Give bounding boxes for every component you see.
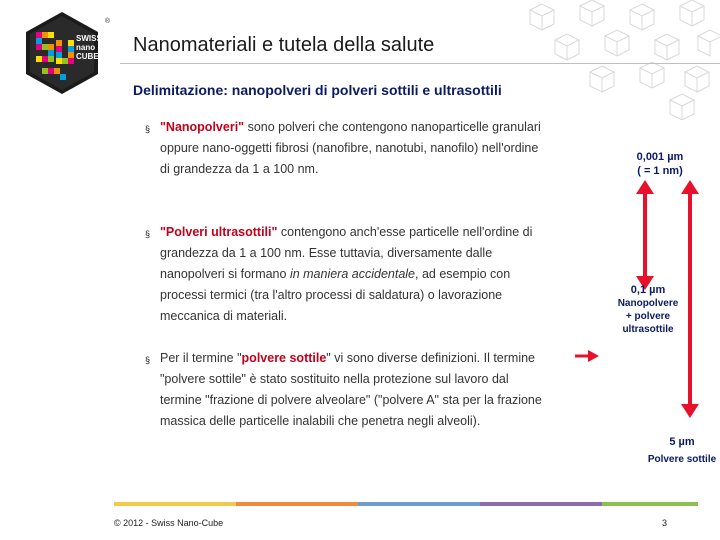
page-title: Nanomateriali e tutela della salute: [133, 34, 435, 56]
double-arrow-icon: [636, 180, 654, 290]
logo-text: [76, 34, 102, 61]
italic-text: in maniera accidentale: [289, 267, 416, 281]
scale-caption: + polvere: [625, 311, 671, 322]
paragraph-line: [160, 264, 600, 285]
text-run: , ad esempio con: [415, 267, 511, 281]
bullet-paragraph-polveri-ultrasottili: [160, 222, 600, 327]
decorative-cube-pattern: [470, 0, 720, 120]
section-subtitle: Delimitazione: nanopolveri di polveri sottili e ultrasottili: [133, 82, 502, 98]
bullet-marker: §: [145, 229, 151, 239]
scale-value: 0,001 µm: [636, 151, 684, 163]
bullet-marker: §: [145, 124, 151, 134]
paragraph-line: oppure nano-oggetti fibrosi (nanofibre, nanotubi, nanofilo) nell'ordine: [160, 141, 539, 155]
pointer-arrow-icon: [575, 350, 599, 362]
paragraph-line: processi termici (tra l'altro processi di saldatura) o lavorazione: [160, 288, 503, 302]
paragraph-line: grandezza da 1 a 100 nm. Esse tuttavia, diversamente dalle: [160, 246, 493, 260]
footer-color-bar: [480, 502, 602, 506]
text-run: contengono anch'esse particelle nell'ordine di: [277, 225, 533, 239]
scale-caption: Polvere sottile: [647, 454, 717, 465]
title-divider: [120, 63, 720, 64]
footer-copyright: © 2012 - Swiss Nano-Cube: [114, 518, 224, 528]
scale-bottom-label: [640, 434, 720, 468]
scale-value: 0,1 µm: [630, 284, 666, 296]
scale-top-label: [610, 150, 710, 178]
text-run: nanopolveri si formano: [160, 267, 290, 281]
scale-mid-label: [598, 284, 698, 336]
swiss-nano-cube-logo: [22, 10, 114, 96]
term-polvere-sottile: polvere sottile: [241, 351, 327, 365]
text-run: Per il termine ": [160, 351, 242, 365]
paragraph-line: [160, 222, 600, 243]
bullet-paragraph-nanopolveri: [160, 117, 600, 180]
page-number: 3: [662, 518, 668, 528]
scale-caption: ultrasottile: [622, 324, 674, 335]
paragraph-line: massica delle particelle inalabili che penetra negli alveoli).: [160, 414, 481, 428]
scale-value: 5 µm: [669, 436, 695, 448]
bullet-marker: §: [145, 355, 151, 365]
footer-color-bar: [358, 502, 480, 506]
logo-text-line: CUBE: [76, 52, 99, 61]
footer-color-bar: [602, 502, 698, 506]
scale-caption: Nanopolvere: [617, 298, 679, 309]
paragraph-line: meccanica di materiali.: [160, 309, 288, 323]
logo-text-line: SWISS: [76, 34, 102, 43]
paragraph-line: di grandezza da 1 a 100 nm.: [160, 162, 319, 176]
logo-text-line: nano: [76, 43, 96, 52]
paragraph-line: [160, 117, 600, 138]
scale-equivalence: ( = 1 nm): [637, 165, 683, 177]
paragraph-line: termine "frazione di polvere alveolare" ("polvere A" sta per la frazione: [160, 393, 542, 407]
term-nanopolveri: "Nanopolveri": [160, 120, 245, 134]
paragraph-line: "polvere sottile" è stato sostituito nella protezione sul lavoro dal: [160, 372, 509, 386]
footer-color-bar: [236, 502, 358, 506]
registered-mark: ®: [104, 18, 110, 25]
footer-color-bar: [114, 502, 236, 506]
bullet-paragraph-polvere-sottile: [160, 348, 600, 432]
term-polveri-ultrasottili: "Polveri ultrasottili": [160, 225, 278, 239]
text-run: " vi sono diverse definizioni. Il termine: [326, 351, 535, 365]
paragraph-line: [160, 348, 600, 369]
text-run: sono polveri che contengono nanoparticelle granulari: [244, 120, 541, 134]
